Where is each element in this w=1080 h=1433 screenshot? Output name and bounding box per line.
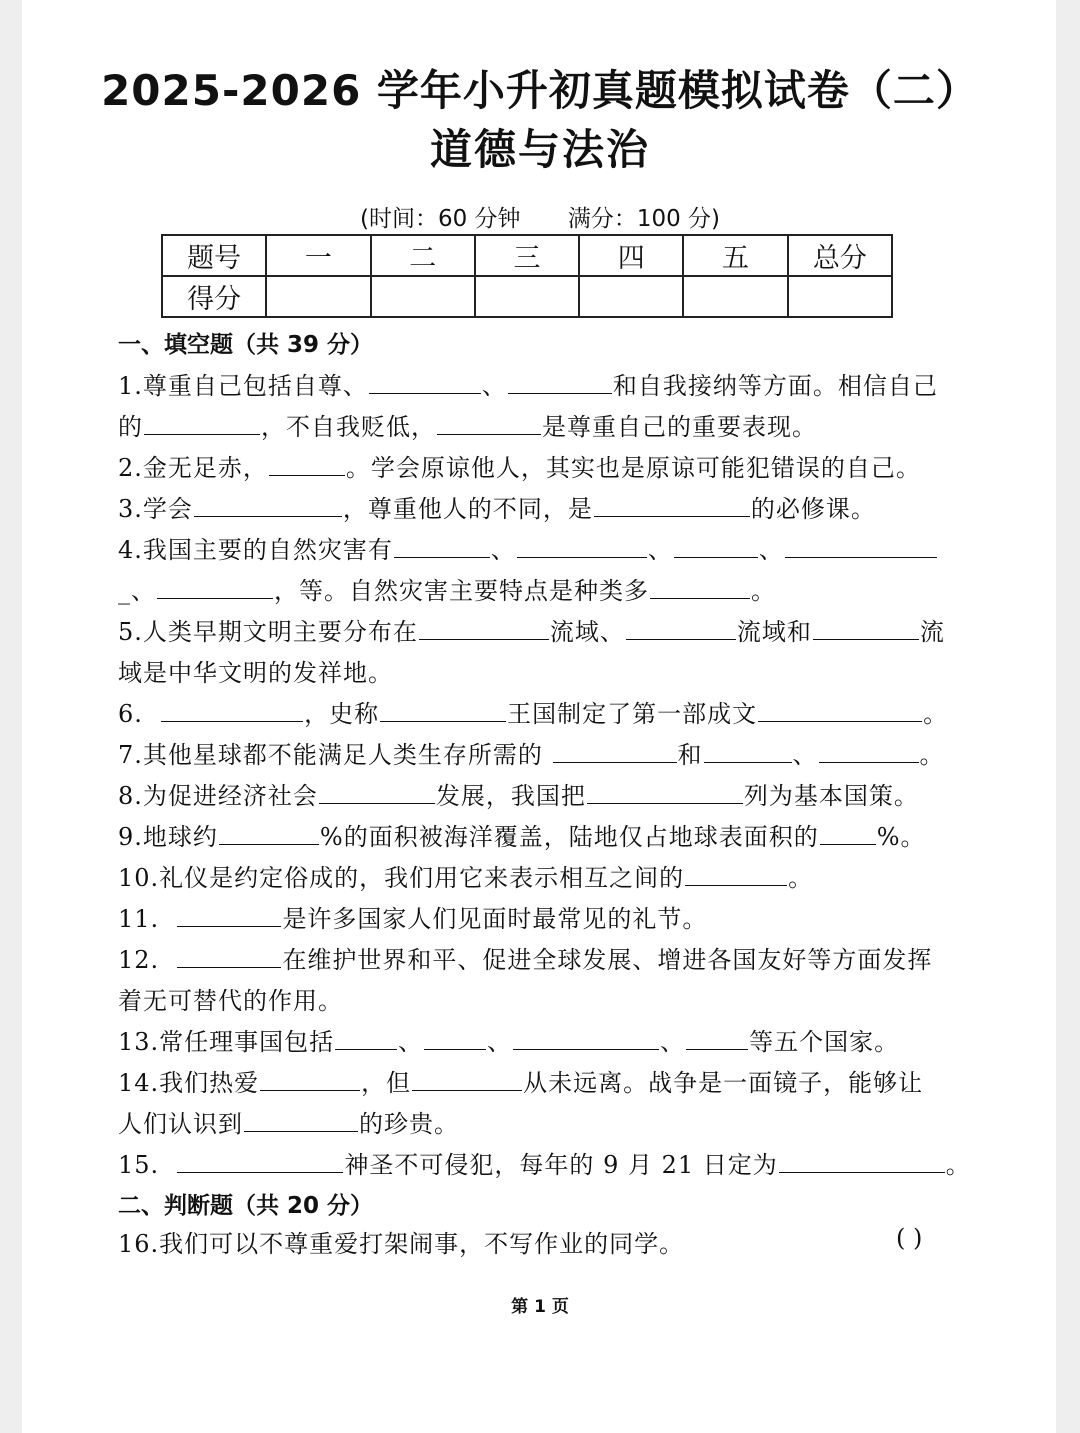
question-line: 13.常任理事国包括 、 、 、 等五个国家。 [118,1022,899,1057]
score-cell: 四 [579,235,683,276]
question-line: 1.尊重自己包括自尊、 、 和自我接纳等方面。相信自己 [118,366,938,401]
exam-full-score: 满分：100 分) [567,206,721,232]
question-line: 16.我们可以不尊重爱打架闹事，不写作业的同学。 [118,1230,685,1258]
score-table-header-row [162,235,892,276]
answer-blank [419,615,549,640]
score-cell: 题号 [162,235,266,276]
section-heading: 一、填空题（共 39 分） [118,332,374,358]
answer-blank [177,943,281,968]
answer-blank [244,1107,358,1132]
answer-blank [686,1025,748,1050]
exam-title: 2025-2026 学年小升初真题模拟试卷（二） [101,66,979,115]
answer-blank [335,1025,397,1050]
answer-blank [369,369,481,394]
answer-blank [819,738,919,763]
question-line: 2.金无足赤， 。学会原谅他人，其实也是原谅可能犯错误的自己。 [118,448,921,483]
answer-blank [194,492,342,517]
question-line: 15. 神圣不可侵犯，每年的 9 月 21 日定为 。 [118,1145,971,1180]
page-number: 第 1 页 [511,1297,569,1317]
question-line: 3.学会 ，尊重他人的不同，是 的必修课。 [118,489,876,524]
answer-blank [779,1148,945,1173]
exam-time: (时间：60 分钟 [359,206,521,232]
score-cell: 得分 [162,276,266,317]
answer-parentheses: ( ) [896,1224,923,1252]
question-line: 域是中华文明的发祥地。 [118,659,393,687]
question-line: 12. 在维护世界和平、促进全球发展、增进各国友好等方面发挥 [118,940,932,975]
score-table-score-row [162,276,892,317]
answer-blank [319,779,435,804]
question-line: 9.地球约 %的面积被海洋覆盖，陆地仅占地球表面积的 %。 [118,817,926,852]
answer-blank [380,697,506,722]
answer-blank [157,574,273,599]
answer-blank [685,861,787,886]
answer-blank [260,1066,360,1091]
answer-blank [269,451,345,476]
question-line: 10.礼仪是约定俗成的，我们用它来表示相互之间的 。 [118,858,813,893]
score-cell [788,276,892,317]
score-cell: 总分 [788,235,892,276]
score-table [161,234,893,318]
answer-blank [553,738,677,763]
answer-blank [626,615,736,640]
score-cell: 一 [266,235,370,276]
answer-blank [587,779,743,804]
question-line: 人们认识到 的珍贵。 [118,1104,459,1139]
answer-blank [594,492,750,517]
exam-meta [0,200,1080,233]
answer-blank [704,738,792,763]
answer-blank [785,533,937,558]
question-line: _、 ，等。自然灾害主要特点是种类多 。 [118,571,776,606]
question-line: 7.其他星球都不能满足人类生存所需的 和 、 。 [118,735,945,770]
answer-blank [513,1025,659,1050]
subject-title: 道德与法治 [429,125,650,174]
answer-blank [674,533,758,558]
score-cell [371,276,475,317]
score-cell [266,276,370,317]
answer-blank [219,820,319,845]
question-line: 6. ，史称 王国制定了第一部成文 。 [118,694,948,729]
answer-blank [177,1148,343,1173]
answer-blank [813,615,919,640]
question-line: 着无可替代的作用。 [118,987,343,1015]
answer-blank [508,369,612,394]
answer-blank [650,574,750,599]
question-line: 4.我国主要的自然灾害有 、 、 、 [118,530,938,565]
answer-blank [177,902,281,927]
answer-blank [820,820,876,845]
question-line: 的 ，不自我贬低， 是尊重自己的重要表现。 [118,407,817,442]
question-line: 11. 是许多国家人们见面时最常见的礼节。 [118,899,707,934]
score-cell: 三 [475,235,579,276]
answer-blank [161,697,303,722]
score-cell [579,276,683,317]
answer-blank [144,410,260,435]
question-line: 14.我们热爱 ，但 从未远离。战争是一面镜子，能够让 [118,1063,923,1098]
answer-blank [412,1066,522,1091]
question-line: 5.人类早期文明主要分布在 流域、 流域和 流 [118,612,945,647]
answer-blank [517,533,647,558]
section-heading: 二、判断题（共 20 分） [118,1193,374,1219]
score-cell [475,276,579,317]
answer-blank [424,1025,486,1050]
question-line: 8.为促进经济社会 发展，我国把 列为基本国策。 [118,776,919,811]
answer-blank [758,697,922,722]
answer-blank [437,410,541,435]
score-cell [683,276,787,317]
score-cell: 五 [683,235,787,276]
score-cell: 二 [371,235,475,276]
answer-blank [394,533,490,558]
